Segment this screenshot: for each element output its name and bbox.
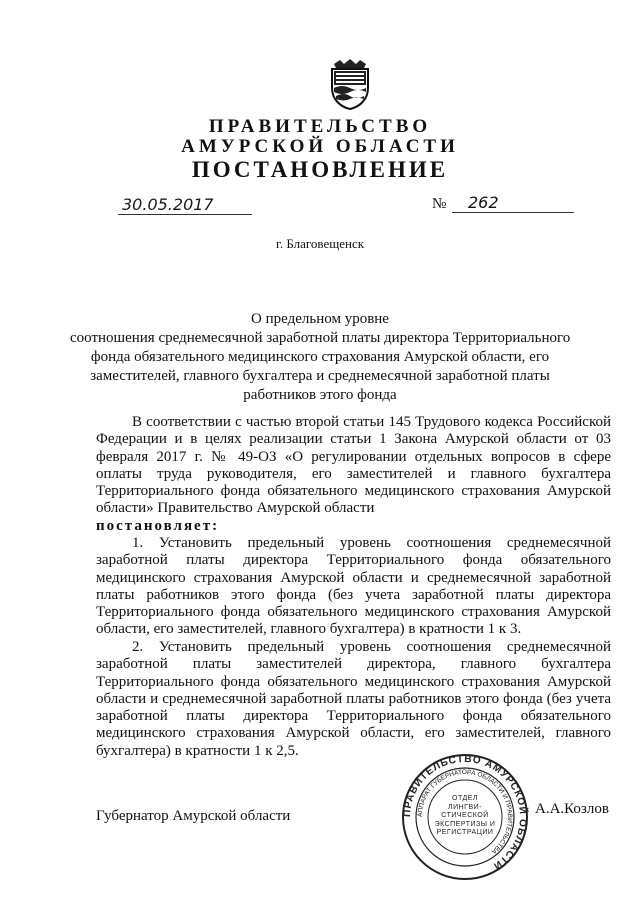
preamble-paragraph: В соответствии с частью второй статьи 145 Трудового кодекса Российской Федерации и в целях реализации статьи 1 Закона Амурской области от 03 февраля 2017 г. № 49-ОЗ «О регулировании отдельных вопросов в сфере оплаты труда руководителя, его заместителей и главного бухгалтера Территориального фонда обязательного медицинского страхования Амурской области» Правительство Амурской области — [96, 414, 611, 517]
stamp-center-line: ЭКСПЕРТИЗЫ И — [434, 820, 496, 828]
stamp-center-line: РЕГИСТРАЦИИ — [436, 829, 494, 836]
subject-line: соотношения среднемесячной заработной платы директора Территориального — [70, 330, 571, 346]
government-name-line-1: ПРАВИТЕЛЬСТВО — [208, 116, 432, 137]
stamp-inner-text: АППАРАТ ГУБЕРНАТОРА ОБЛАСТИ И ПРАВИТЕЛЬСТВА — [416, 768, 514, 856]
stamp-center-line: ЛИНГВИ- — [447, 803, 482, 811]
decree-date: 30.05.2017 — [118, 196, 252, 215]
clause-1-paragraph: 1. Установить предельный уровень соотношения среднемесячной заработной платы директора Территориального фонда обязательного медицинского страхования Амурской области и среднемесячной заработной платы работников этого фонда (без учета заработной платы директора Территориального фонда обязательного медицинского страхования Амурской области, его заместителей, главного бухгалтера) в кратности 1 к 3. — [96, 535, 611, 638]
subject-line: работников этого фонда — [243, 387, 397, 403]
stamp-center-line: ОТДЕЛ — [452, 795, 478, 802]
decree-subject — [70, 310, 570, 405]
signatory-position: Губернатор Амурской области — [96, 808, 291, 824]
city-line: г. Благовещенск — [275, 236, 365, 251]
stamp-center-line: СТИЧЕСКОЙ — [441, 812, 489, 819]
clause-2-paragraph: 2. Установить предельный уровень соотношения среднемесячной заработной платы заместителей директора, главного бухгалтера Территориального фонда обязательного медицинского страхования Амурской области и среднемесячной заработной платы работников этого фонда (без учета заработной платы директора Территориального фонда обязательного медицинского страхования Амурской области, его заместителей, главного бухгалтера) в кратности 1 к 2,5. — [96, 639, 611, 759]
stamp-outer-text: ПРАВИТЕЛЬСТВО АМУРСКОЙ ОБЛАСТИ — [401, 753, 529, 872]
decides-keyword: постановляет: — [96, 518, 220, 534]
decree-number: 262 — [452, 194, 574, 213]
signatory-name: А.А.Козлов — [535, 801, 609, 817]
subject-line: фонда обязательного медицинского страхования Амурской области, его — [90, 349, 550, 365]
document-type-title: ПОСТАНОВЛЕНИЕ — [191, 157, 449, 182]
number-label: № — [432, 196, 447, 212]
amur-coat-of-arms-icon — [326, 58, 374, 110]
stamp-center-text — [425, 795, 505, 838]
subject-line: заместителей, главного бухгалтера и среднемесячной заработной платы — [90, 368, 550, 384]
government-name-line-2: АМУРСКОЙ ОБЛАСТИ — [181, 136, 459, 157]
subject-line: О предельном уровне — [251, 311, 389, 327]
